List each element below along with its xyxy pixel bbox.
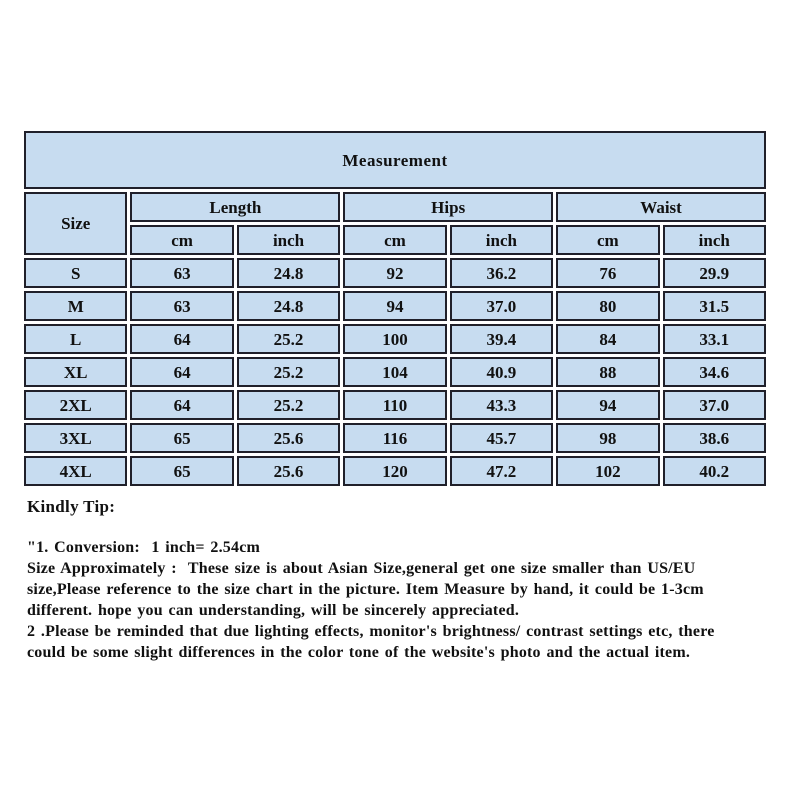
waist-cm-cell: 76 xyxy=(556,258,659,288)
length-inch-header: inch xyxy=(237,225,340,255)
hips-cm-cell: 94 xyxy=(343,291,446,321)
length-inch-cell: 24.8 xyxy=(237,291,340,321)
length-inch-cell: 25.2 xyxy=(237,357,340,387)
table-title: Measurement xyxy=(24,131,766,189)
size-cell: L xyxy=(24,324,127,354)
kindly-tip-heading: Kindly Tip: xyxy=(27,497,116,516)
note-line-size-approx-3: different. hope you can understanding, will be sincerely appreciated. xyxy=(27,602,520,619)
hips-cm-header: cm xyxy=(343,225,446,255)
waist-cm-cell: 84 xyxy=(556,324,659,354)
size-cell: M xyxy=(24,291,127,321)
size-cell: 2XL xyxy=(24,390,127,420)
length-inch-cell: 24.8 xyxy=(237,258,340,288)
hips-cm-cell: 100 xyxy=(343,324,446,354)
waist-inch-cell: 40.2 xyxy=(663,456,766,486)
length-cm-cell: 65 xyxy=(130,423,233,453)
length-cm-cell: 64 xyxy=(130,390,233,420)
length-cm-cell: 63 xyxy=(130,258,233,288)
waist-cm-header: cm xyxy=(556,225,659,255)
hips-inch-cell: 40.9 xyxy=(450,357,553,387)
notes-block xyxy=(27,537,715,663)
waist-cm-cell: 102 xyxy=(556,456,659,486)
waist-inch-cell: 31.5 xyxy=(663,291,766,321)
length-cm-cell: 63 xyxy=(130,291,233,321)
length-cm-header: cm xyxy=(130,225,233,255)
hips-inch-header: inch xyxy=(450,225,553,255)
hips-inch-cell: 45.7 xyxy=(450,423,553,453)
waist-cm-cell: 94 xyxy=(556,390,659,420)
size-cell: S xyxy=(24,258,127,288)
waist-inch-cell: 37.0 xyxy=(663,390,766,420)
length-inch-cell: 25.2 xyxy=(237,324,340,354)
note-line-color-2: could be some slight differences in the color tone of the website's photo and the actual item. xyxy=(27,644,691,661)
length-group-header: Length xyxy=(130,192,340,222)
hips-inch-cell: 37.0 xyxy=(450,291,553,321)
hips-cm-cell: 110 xyxy=(343,390,446,420)
note-line-conversion: "1. Conversion: 1 inch= 2.54cm xyxy=(27,539,261,556)
waist-cm-cell: 88 xyxy=(556,357,659,387)
table-row xyxy=(24,357,766,387)
table-row xyxy=(24,258,766,288)
table-row xyxy=(24,456,766,486)
hips-inch-cell: 47.2 xyxy=(450,456,553,486)
length-inch-cell: 25.6 xyxy=(237,456,340,486)
table-row xyxy=(24,390,766,420)
length-inch-cell: 25.2 xyxy=(237,390,340,420)
waist-inch-cell: 29.9 xyxy=(663,258,766,288)
hips-inch-cell: 39.4 xyxy=(450,324,553,354)
waist-inch-cell: 34.6 xyxy=(663,357,766,387)
size-cell: XL xyxy=(24,357,127,387)
hips-cm-cell: 120 xyxy=(343,456,446,486)
note-line-size-approx-1: Size Approximately : These size is about Asian Size,general get one size smaller than US/EU xyxy=(27,560,696,577)
table-row xyxy=(24,423,766,453)
group-header-row xyxy=(24,192,766,222)
waist-cm-cell: 98 xyxy=(556,423,659,453)
unit-header-row xyxy=(24,225,766,255)
title-row xyxy=(24,131,766,189)
size-cell: 3XL xyxy=(24,423,127,453)
note-line-size-approx-2: size,Please reference to the size chart in the picture. Item Measure by hand, it could be 1-3cm xyxy=(27,581,704,598)
length-cm-cell: 65 xyxy=(130,456,233,486)
hips-inch-cell: 43.3 xyxy=(450,390,553,420)
hips-group-header: Hips xyxy=(343,192,553,222)
waist-inch-cell: 33.1 xyxy=(663,324,766,354)
waist-cm-cell: 80 xyxy=(556,291,659,321)
length-inch-cell: 25.6 xyxy=(237,423,340,453)
length-cm-cell: 64 xyxy=(130,357,233,387)
table-row xyxy=(24,291,766,321)
size-measurement-table xyxy=(21,128,769,489)
hips-inch-cell: 36.2 xyxy=(450,258,553,288)
hips-cm-cell: 92 xyxy=(343,258,446,288)
length-cm-cell: 64 xyxy=(130,324,233,354)
table-row xyxy=(24,324,766,354)
size-cell: 4XL xyxy=(24,456,127,486)
hips-cm-cell: 116 xyxy=(343,423,446,453)
waist-group-header: Waist xyxy=(556,192,766,222)
hips-cm-cell: 104 xyxy=(343,357,446,387)
waist-inch-header: inch xyxy=(663,225,766,255)
note-line-color-1: 2 .Please be reminded that due lighting effects, monitor's brightness/ contrast settings etc, there xyxy=(27,623,715,640)
waist-inch-cell: 38.6 xyxy=(663,423,766,453)
size-column-header: Size xyxy=(24,192,127,255)
